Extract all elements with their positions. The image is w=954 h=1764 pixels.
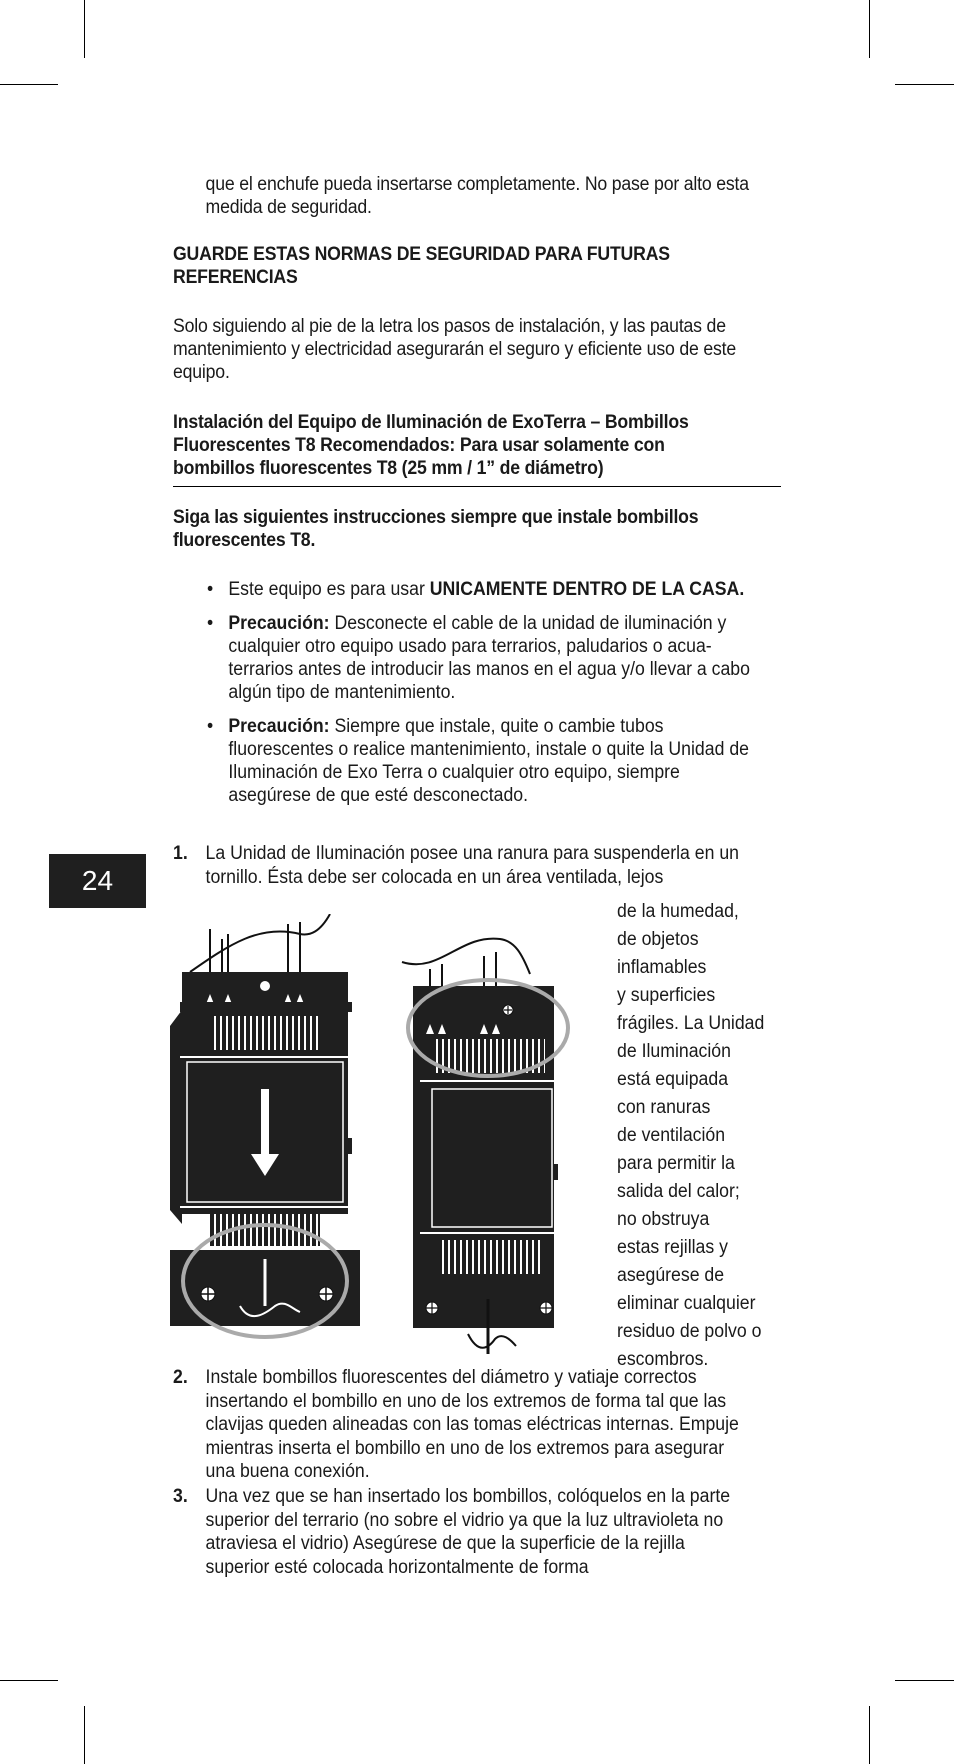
crop-mark <box>895 84 954 85</box>
heading-installation: Instalación del Equipo de Iluminación de ExoTerra – Bombillos Fluorescentes T8 Recomendados: Para usar solamente con bombillos fluorescentes T8 (25 mm / 1” de diámetro) <box>173 412 689 479</box>
step-1: 1. La Unidad de Iluminación posee una ranura para suspenderla en un tornillo. Ésta debe ser colocada en un área ventilada, lejos <box>173 843 739 888</box>
bullet-item: • Precaución: Desconecte el cable de la unidad de iluminación y cualquier otro equipo usado para terrarios, paludarios o acua-terrarios antes de introducir las manos en el agua y/o llevar a cabo algún tipo de mantenimiento. <box>207 613 750 703</box>
crop-mark <box>84 0 85 58</box>
page-number-tab: 24 <box>49 854 146 908</box>
step-2: 2. Instale bombillos fluorescentes del diámetro y vatiaje correctos insertando el bombillo en uno de los extremos de forma tal que las clavijas queden alineadas con las tomas eléctricas internas. Empuje mientras inserta el bombillo en uno de los extremos para asegurar una buena conexión. <box>173 1367 739 1482</box>
unit-right <box>402 939 568 1354</box>
divider <box>173 486 781 487</box>
crop-mark <box>869 0 870 58</box>
bullet-item: • Precaución: Siempre que instale, quite o cambie tubos fluorescentes o realice mantenimiento, instale o quite la Unidad de Iluminación de Exo Terra o cualquier otro equipo, siempre asegúrese de que esté desconectado. <box>207 716 749 806</box>
crop-mark <box>869 1706 870 1764</box>
step-3: 3. Una vez que se han insertado los bombillos, colóquelos en la parte superior del terrario (no sobre el vidrio ya que la luz ultravioleta no atraviesa el vidrio) Asegúrese de que la superficie de la rejilla superior esté colocada horizontalmente de forma <box>173 1486 731 1578</box>
bullet-item: • Este equipo es para usar UNICAMENTE DENTRO DE LA CASA. <box>207 579 745 600</box>
step-1-continuation: de la humedad, de objetos inflamables y superficies frágiles. La Unidad de Iluminación está equipada con ranuras de ventilación para permitir la salida del calor; no obstruya estas rejillas y asegúrese de eliminar cualquier residuo de polvo o escombros. <box>617 901 765 1370</box>
paragraph-installation: Solo siguiendo al pie de la letra los pasos de instalación, y las pautas de mantenimiento y electricidad asegurarán el seguro y eficiente uso de este equipo. <box>173 316 736 383</box>
crop-mark <box>84 1706 85 1764</box>
heading-instructions: Siga las siguientes instrucciones siempre que instale bombillos fluorescentes T8. <box>173 507 699 551</box>
intro-text: que el enchufe pueda insertarse completamente. No pase por alto esta medida de seguridad. <box>205 174 749 218</box>
safety-bullets <box>207 578 756 818</box>
unit-left <box>170 914 360 1337</box>
lighting-unit-illustration <box>170 914 600 1354</box>
crop-mark <box>895 1680 954 1681</box>
crop-mark <box>0 1680 58 1681</box>
crop-mark <box>0 84 58 85</box>
heading-safety: GUARDE ESTAS NORMAS DE SEGURIDAD PARA FUTURAS REFERENCIAS <box>173 244 670 288</box>
